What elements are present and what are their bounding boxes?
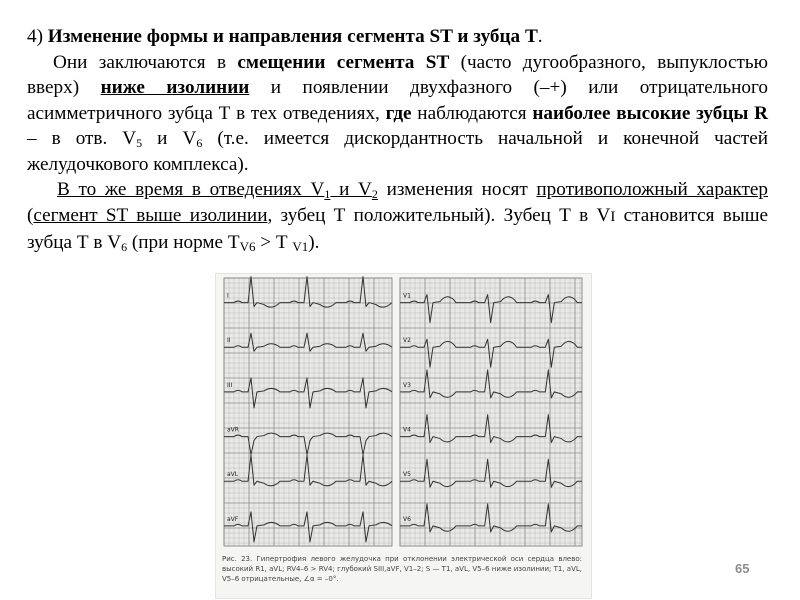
lead-label: aVF [227,515,239,523]
page-number: 65 [735,561,750,576]
lead-label: V1 [403,292,411,300]
lead-label: V4 [403,426,411,434]
lead-label: aVL [227,471,239,479]
lead-label: III [227,381,233,389]
lead-label: I [227,292,229,300]
ecg-figure [215,273,592,599]
paragraph-st-depression: Они заключаются в смещении сегмента ST (часто дугообразного, выпуклостью вверх) ниже изолинии и появлении двухфазного (–+) или отрицательного асимметричного зубца Т в тех отведениях, где наблюдаются наиболее высокие зубцы R – в отв. $V_5$ и $V_6$ (т.е. имеется дискордантность начальной и конечной частей желудочкового комплекса). [27,51,769,175]
figure-caption: Рис. 23. Гипертрофия левого желудочка при отклонении электрической оси сердца влево: высокий R1, aVL; RV4–6 > RV4; глубокий SIII,aVF, V1–2; S — T1, aVL, V5–6 ниже изолинии; T1, aVL, V5–6 отрицательные, ∠α = –0°. [222,555,582,583]
ecg-image [216,274,591,552]
heading-title: Изменение формы и направления сегмента ST и зубца Т [47,26,538,47]
lead-label: II [227,337,231,345]
paragraph-opposite-changes: В то же время в отведениях $V_1$ и $V_2$ изменения носят противоположный характер (сегмент ST выше изолинии, зубец Т положительный). Зубец Т в VI становится выше зубца Т в $V_6$ (при норме ТV6 > Т V1). [27,179,768,254]
lead-label: aVR [227,426,239,434]
lead-label: V5 [403,471,411,479]
slide-text [27,24,768,256]
section-heading: 4) Изменение формы и направления сегмента ST и зубца Т. [27,26,543,47]
heading-number: 4) [27,26,43,47]
lead-label: V3 [403,381,411,389]
lead-label: V6 [403,515,411,523]
lead-label: V2 [403,337,411,345]
